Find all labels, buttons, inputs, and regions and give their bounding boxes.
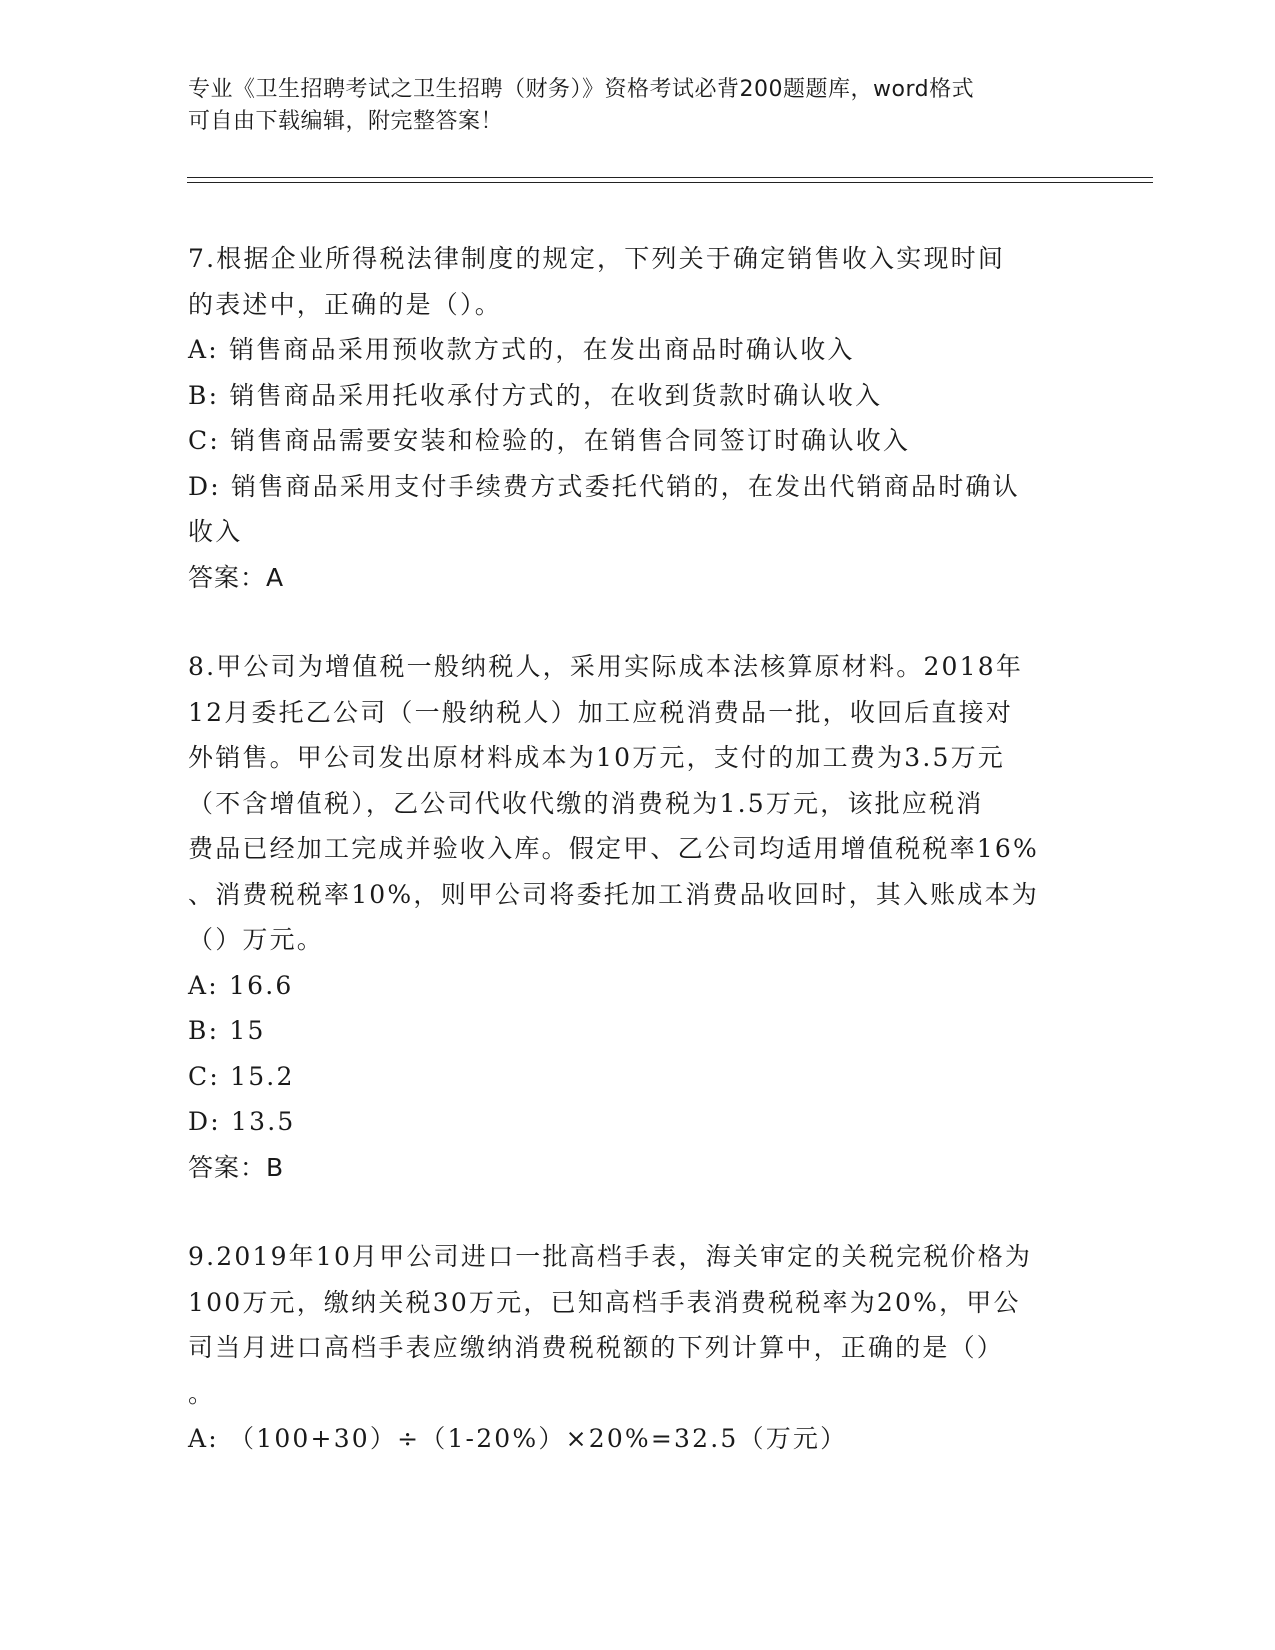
- question-stem-line: （）万元。: [188, 925, 325, 954]
- question-stem-line: （不含增值税），乙公司代收代缴的消费税为1.5万元，该批应税消: [188, 788, 984, 818]
- option-a: A: 销售商品采用预收款方式的，在发出商品时确认收入: [188, 335, 855, 364]
- question-stem-line: 、消费税税率10%，则甲公司将委托加工消费品收回时，其入账成本为: [188, 879, 1039, 909]
- option-c: C: 15.2: [188, 1061, 295, 1091]
- option-c: C: 销售商品需要安装和检验的，在销售合同签订时确认收入: [188, 426, 911, 455]
- question-stem-line: 。: [188, 1378, 216, 1408]
- question-stem-line: 的表述中，正确的是（）。: [188, 289, 502, 319]
- option-a: A: （100+30）÷（1-20%）×20%=32.5（万元）: [188, 1424, 848, 1453]
- option-b: B: 销售商品采用托收承付方式的，在收到货款时确认收入: [188, 380, 883, 410]
- option-d: D: 13.5: [188, 1107, 296, 1136]
- question-stem-line: 8.甲公司为增值税一般纳税人，采用实际成本法核算原材料。2018年: [188, 652, 1024, 681]
- question-stem-line: 外销售。甲公司发出原材料成本为10万元，支付的加工费为3.5万元: [188, 743, 1005, 772]
- question-8: [188, 644, 1088, 1190]
- answer-line: 答案：B: [188, 1152, 285, 1182]
- question-7: [188, 236, 1088, 600]
- document-header: [188, 74, 1068, 138]
- question-stem-line: 12月委托乙公司（一般纳税人）加工应税消费品一批，收回后直接对: [188, 697, 1014, 727]
- question-list: [188, 236, 1088, 1462]
- header-divider-bottom: [187, 182, 1153, 183]
- question-stem-line: 9.2019年10月甲公司进口一批高档手表，海关审定的关税完税价格为: [188, 1242, 1033, 1271]
- question-stem-line: 司当月进口高档手表应缴纳消费税税额的下列计算中，正确的是（）: [188, 1333, 1005, 1362]
- header-divider-top: [187, 177, 1153, 178]
- option-b: B: 15: [188, 1016, 266, 1045]
- answer-line: 答案：A: [188, 562, 285, 592]
- option-d: D: 销售商品采用支付手续费方式委托代销的，在发出代销商品时确认: [188, 471, 1020, 501]
- question-stem-line: 7.根据企业所得税法律制度的规定，下列关于确定销售收入实现时间: [188, 244, 1006, 273]
- header-line-2: 可自由下载编辑，附完整答案！: [188, 109, 504, 134]
- question-stem-line: 100万元，缴纳关税30万元，已知高档手表消费税税率为20%，甲公: [188, 1287, 1021, 1317]
- option-d-continued: 收入: [188, 517, 243, 546]
- question-stem-line: 费品已经加工完成并验收入库。假定甲、乙公司均适用增值税税率16%: [188, 834, 1039, 863]
- header-line-1: 专业《卫生招聘考试之卫生招聘（财务）》资格考试必背200题题库，word格式: [188, 77, 975, 102]
- question-9: [188, 1234, 1088, 1462]
- option-a: A: 16.6: [188, 970, 294, 1000]
